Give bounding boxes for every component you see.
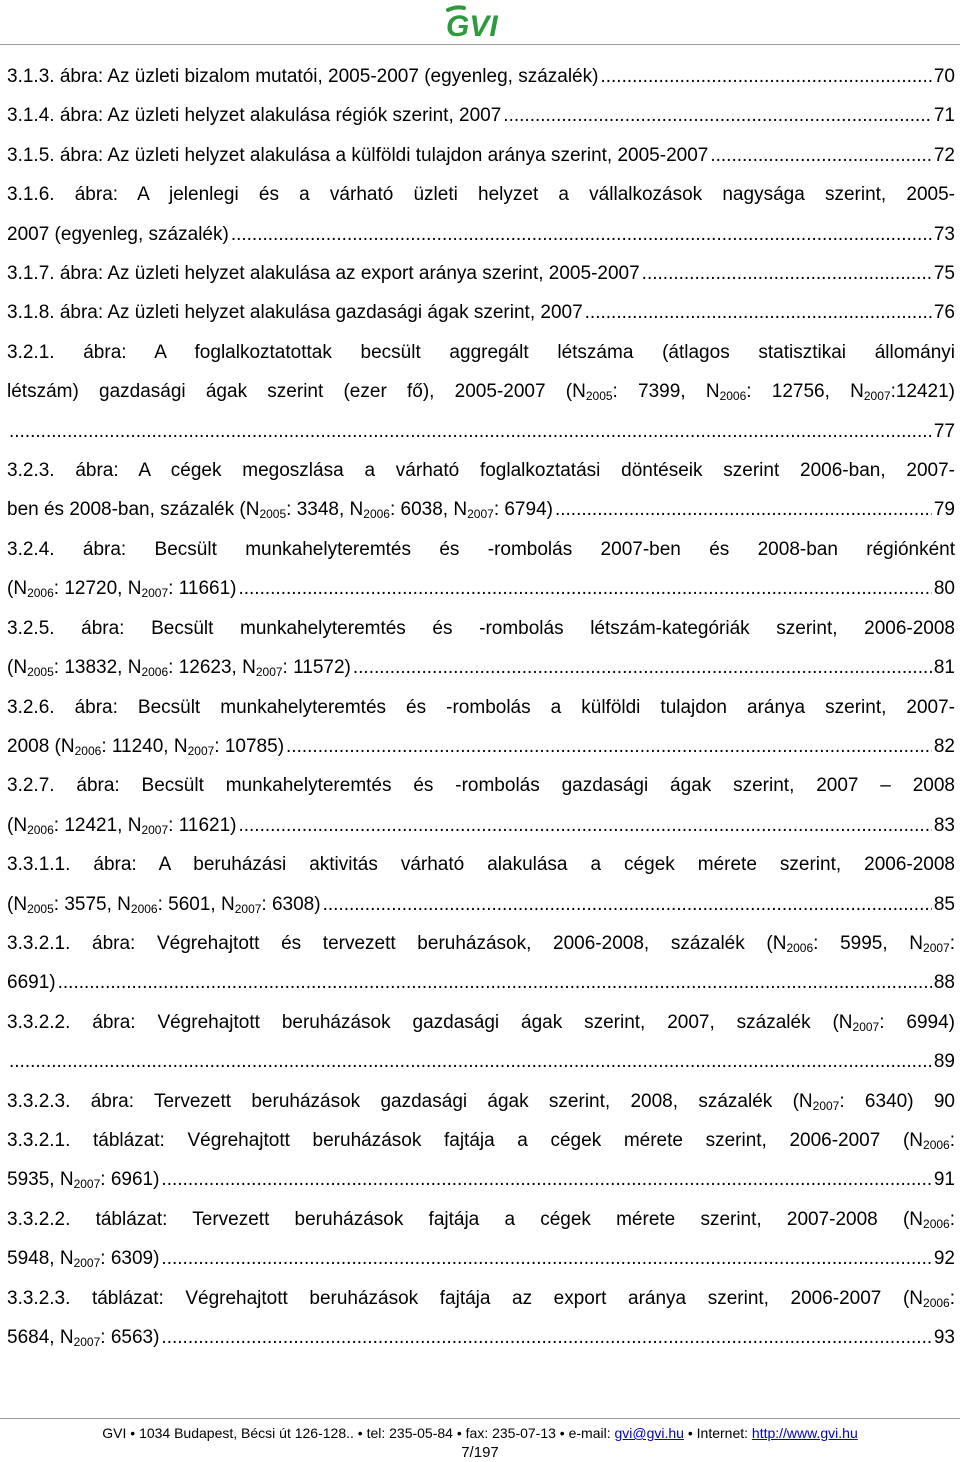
toc-entry-line: 3.3.2.1. táblázat: Végrehajtott beruházások fajtája a cégek mérete szerint, 2006-2007 ($N_{2006}$:	[7, 1129, 955, 1152]
toc-entry[interactable]	[7, 136, 955, 175]
toc-entry-line: 3.3.2.3. ábra: Tervezett beruházások gazdasági ágak szerint, 2008, százalék ($N_{2007}$: 6340) 90	[7, 1090, 955, 1113]
toc-page-number: 79	[933, 499, 955, 521]
dot-leader	[585, 293, 932, 332]
footer-address: GVI • 1034 Budapest, Bécsi út 126-128.. • tel: 235-05-84 • fax: 235-07-13 • e-mail:	[102, 1425, 615, 1441]
header-divider	[0, 44, 960, 45]
page-header	[0, 0, 960, 50]
toc-entry[interactable]	[7, 1200, 955, 1279]
toc-entry-line	[7, 412, 955, 451]
toc-entry-line	[7, 136, 955, 175]
toc-entry[interactable]	[7, 924, 955, 1003]
toc-entry[interactable]	[7, 333, 955, 451]
toc-entry-title: ($N_{2006}$: 12421, $N_{2007}$: 11621)	[7, 814, 237, 837]
toc-page-number: 77	[933, 420, 955, 442]
toc-page-number: 75	[933, 263, 955, 285]
dot-leader	[238, 569, 931, 608]
toc-entry-title: 6691)	[7, 972, 56, 994]
dot-leader	[353, 648, 932, 687]
toc-page-number: 82	[933, 735, 955, 757]
toc-entry[interactable]	[7, 1003, 955, 1082]
toc-entry[interactable]	[7, 451, 955, 530]
toc-entry-line: 3.3.2.2. ábra: Végrehajtott beruházások gazdasági ágak szerint, 2007, százalék ($N_{2007}$: 6994)	[7, 1011, 955, 1034]
toc-entry-title: 3.1.4. ábra: Az üzleti helyzet alakulása régiók szerint, 2007	[7, 105, 502, 127]
table-of-figures	[7, 57, 955, 1357]
toc-entry-title: 3.1.5. ábra: Az üzleti helyzet alakulása a külföldi tulajdon aránya szerint, 2005-2007	[7, 144, 709, 166]
toc-entry-line: 3.2.6. ábra: Becsült munkahelyteremtés és -rombolás a külföldi tulajdon aránya szerint, 2007-	[7, 696, 955, 718]
dot-leader	[600, 57, 931, 96]
toc-entry-line	[7, 806, 955, 845]
dot-leader	[710, 136, 932, 175]
toc-entry-line	[7, 57, 955, 96]
toc-page-number: 72	[933, 144, 955, 166]
toc-entry[interactable]	[7, 845, 955, 924]
toc-entry-line	[7, 96, 955, 135]
toc-entry-line	[7, 1318, 955, 1357]
dot-leader	[323, 885, 932, 924]
toc-entry[interactable]	[7, 609, 955, 688]
toc-entry-line	[7, 727, 955, 766]
toc-entry[interactable]	[7, 96, 955, 135]
toc-entry[interactable]	[7, 766, 955, 845]
toc-entry-title: 5948, $N_{2007}$: 6309)	[7, 1248, 160, 1271]
dot-leader	[503, 96, 932, 135]
dot-leader	[161, 1160, 931, 1199]
toc-page-number: 80	[933, 578, 955, 600]
toc-entry[interactable]	[7, 1279, 955, 1358]
toc-entry-title: 2007 (egyenleg, százalék)	[7, 223, 229, 245]
toc-page-number: 81	[933, 657, 955, 679]
toc-entry-line: 3.3.1.1. ábra: A beruházási aktivitás várható alakulása a cégek mérete szerint, 2006-2008	[7, 854, 955, 876]
toc-entry[interactable]	[7, 175, 955, 254]
toc-entry-line: 3.3.2.1. ábra: Végrehajtott és tervezett beruházások, 2006-2008, százalék ($N_{2006}$: 5995, $N_{2007}$:	[7, 932, 955, 955]
logo-text: GVI	[446, 10, 498, 42]
toc-entry-line	[7, 963, 955, 1002]
toc-entry[interactable]	[7, 293, 955, 332]
toc-entry-title: 5935, $N_{2007}$: 6961)	[7, 1169, 160, 1192]
footer-web-link[interactable]: http://www.gvi.hu	[751, 1425, 858, 1441]
toc-entry-line: 3.3.2.3. táblázat: Végrehajtott beruházások fajtája az export aránya szerint, 2006-2007 ($N_{2006}$:	[7, 1287, 955, 1310]
dot-leader	[9, 412, 932, 451]
toc-page-number: 70	[933, 66, 955, 87]
toc-entry-line: létszám) gazdasági ágak szerint (ezer fő), 2005-2007 ($N_{2005}$: 7399, $N_{2006}$: 12756, $N_{2007}:12421$)	[7, 381, 955, 404]
toc-page-number: 71	[933, 105, 955, 127]
toc-entry[interactable]	[7, 254, 955, 293]
toc-entry-line: 3.2.5. ábra: Becsült munkahelyteremtés és -rombolás létszám-kategóriák szerint, 2006-2008	[7, 617, 955, 639]
dot-leader	[9, 1042, 932, 1081]
toc-page-number: 85	[933, 893, 955, 915]
toc-page-number: 88	[933, 972, 955, 994]
toc-page-number: 73	[933, 223, 955, 245]
toc-entry-line: 3.3.2.2. táblázat: Tervezett beruházások fajtája a cégek mérete szerint, 2007-2008 ($N_{2006}$:	[7, 1208, 955, 1231]
toc-entry-line	[7, 215, 955, 254]
page-number: 7/197	[461, 1444, 499, 1461]
toc-entry-title: ($N_{2005}$: 13832, $N_{2006}$: 12623, $N_{2007}$: 11572)	[7, 657, 351, 680]
toc-entry-title: ben és 2008-ban, százalék ($N_{2005}$: 3348, $N_{2006}$: 6038, $N_{2007}$: 6794)	[7, 499, 553, 522]
toc-entry-title: 2008 ($N_{2006}$: 11240, $N_{2007}$: 10785)	[7, 735, 285, 758]
toc-entry-line: 3.2.7. ábra: Becsült munkahelyteremtés és -rombolás gazdasági ágak szerint, 2007 – 2008	[7, 775, 955, 797]
toc-entry-line	[7, 885, 955, 924]
toc-page-number: 83	[933, 814, 955, 836]
toc-entry-line: 3.2.3. ábra: A cégek megoszlása a várható foglalkoztatási döntéseik szerint 2006-ban, 2007-	[7, 460, 955, 482]
page-footer	[0, 1424, 960, 1442]
toc-page-number: 93	[933, 1327, 955, 1348]
toc-entry-title: 3.1.3. ábra: Az üzleti bizalom mutatói, 2005-2007 (egyenleg, százalék)	[7, 66, 599, 87]
toc-entry-line	[7, 648, 955, 687]
dot-leader	[286, 727, 932, 766]
dot-leader	[231, 215, 932, 254]
toc-entry-title: ($N_{2006}$: 12720, $N_{2007}$: 11661)	[7, 578, 237, 601]
toc-entry-title: 3.1.7. ábra: Az üzleti helyzet alakulása az export aránya szerint, 2005-2007	[7, 263, 640, 285]
dot-leader	[58, 963, 932, 1002]
toc-entry[interactable]	[7, 1082, 955, 1121]
toc-entry-line	[7, 1042, 955, 1081]
gvi-logo	[438, 2, 524, 42]
toc-entry-line	[7, 254, 955, 293]
toc-entry-line	[7, 569, 955, 608]
toc-entry-title: 3.1.8. ábra: Az üzleti helyzet alakulása gazdasági ágak szerint, 2007	[7, 302, 583, 324]
toc-page-number: 92	[933, 1248, 955, 1270]
toc-page-number: 76	[933, 302, 955, 324]
dot-leader	[238, 806, 931, 845]
toc-page-number: 91	[933, 1169, 955, 1191]
toc-entry-line	[7, 1160, 955, 1199]
toc-entry-line: 3.1.6. ábra: A jelenlegi és a várható üzleti helyzet a vállalkozások nagysága szerint, 2005-	[7, 184, 955, 206]
footer-divider	[0, 1418, 960, 1419]
toc-entry[interactable]	[7, 1121, 955, 1200]
toc-entry-title: 5684, $N_{2007}$: 6563)	[7, 1327, 160, 1349]
toc-entry[interactable]	[7, 530, 955, 609]
toc-entry-line	[7, 1239, 955, 1278]
toc-entry-line: 3.2.4. ábra: Becsült munkahelyteremtés és -rombolás 2007-ben és 2008-ban régiónként	[7, 538, 955, 560]
toc-entry[interactable]	[7, 688, 955, 767]
footer-internet-label: • Internet:	[683, 1425, 752, 1441]
dot-leader	[642, 254, 932, 293]
toc-page-number: 89	[933, 1051, 955, 1073]
dot-leader	[161, 1239, 931, 1278]
toc-entry-line	[7, 293, 955, 332]
toc-entry-line	[7, 490, 955, 529]
toc-entry-line: 3.2.1. ábra: A foglalkoztatottak becsült aggregált létszáma (átlagos statisztikai állományi	[7, 341, 955, 363]
dot-leader	[161, 1318, 931, 1357]
toc-entry-title: ($N_{2005}$: 3575, $N_{2006}$: 5601, $N_{2007}$: 6308)	[7, 893, 321, 916]
footer-email-link[interactable]: gvi@gvi.hu	[614, 1425, 684, 1441]
toc-entry[interactable]	[7, 57, 955, 96]
dot-leader	[555, 490, 932, 529]
